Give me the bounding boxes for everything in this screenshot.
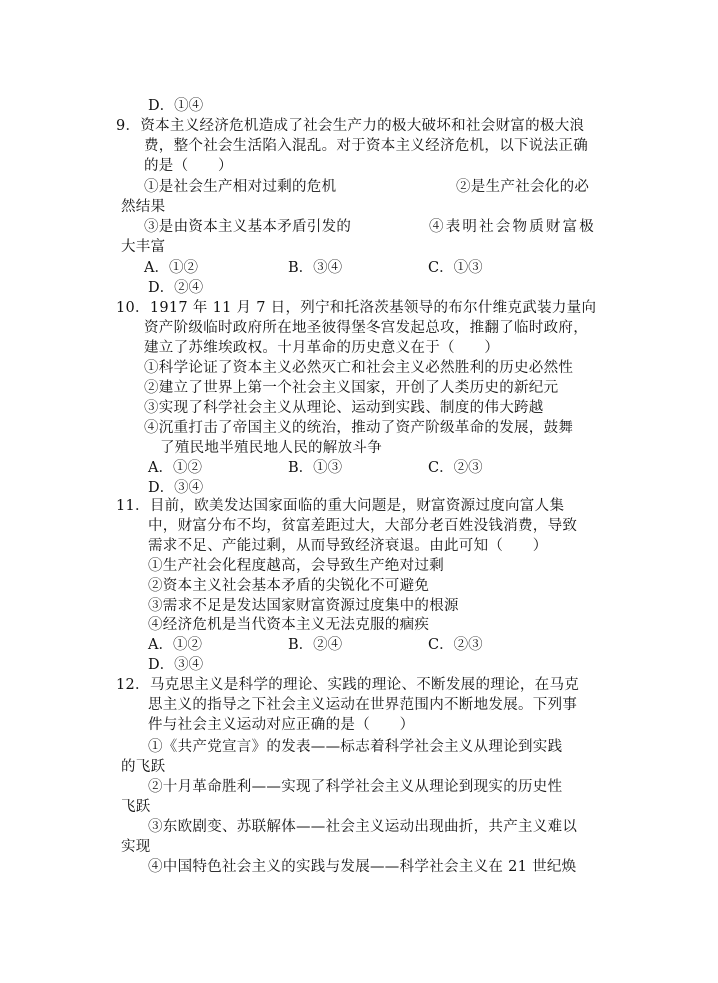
q9-item-4: ④表明社会物质财富极 xyxy=(429,219,596,235)
q10-option-a[interactable]: A．①② xyxy=(148,460,202,476)
q12-item-3-cont: 实现 xyxy=(121,839,151,855)
q10-stem-line3: 建立了苏维埃政权。十月革命的历史意义在于（ ） xyxy=(144,340,500,356)
q10-item-2: ②建立了世界上第一个社会主义国家，开创了人类历史的新纪元 xyxy=(144,380,559,396)
q12-item-1-cont: 的飞跃 xyxy=(121,759,166,775)
q9-item-3: ③是由资本主义基本矛盾引发的 xyxy=(144,219,352,235)
q9-stem-line2: 费，整个社会生活陷入混乱。对于资本主义经济危机，以下说法正确 xyxy=(144,138,588,154)
q10-stem-line2: 资产阶级临时政府所在地圣彼得堡冬宫发起总攻，推翻了临时政府， xyxy=(144,320,588,336)
q11-stem-line1: 11．目前，欧美发达国家面临的重大问题是，财富资源过度向富人集 xyxy=(116,498,565,514)
q10-option-d[interactable]: D．③④ xyxy=(148,480,204,496)
q9-option-a[interactable]: A．①② xyxy=(144,260,198,276)
q12-stem-line1: 12．马克思主义是科学的理论、实践的理论、不断发展的理论，在马克 xyxy=(116,677,580,693)
q10-stem-line1: 10．1917 年 11 月 7 日，列宁和托洛茨基领导的布尔什维克武装力量向 xyxy=(116,300,597,316)
q12-item-2: ②十月革命胜利——实现了科学社会主义从理论到现实的历史性 xyxy=(148,779,563,795)
q9-option-b[interactable]: B．③④ xyxy=(288,260,343,276)
q9-item-2: ②是生产社会化的必 xyxy=(456,179,590,195)
q11-item-2: ②资本主义社会基本矛盾的尖锐化不可避免 xyxy=(148,578,430,594)
q11-item-1: ①生产社会化程度越高，会导致生产绝对过剩 xyxy=(148,558,444,574)
q11-option-b[interactable]: B．②④ xyxy=(288,637,343,653)
q9-option-c[interactable]: C．①③ xyxy=(428,260,483,276)
q10-item-1: ①科学论证了资本主义必然灭亡和社会主义必然胜利的历史必然性 xyxy=(144,360,574,376)
q12-item-4: ④中国特色社会主义的实践与发展——科学社会主义在 21 世纪焕 xyxy=(148,859,577,875)
q11-option-a[interactable]: A．①② xyxy=(148,637,202,653)
q11-option-c[interactable]: C．②③ xyxy=(428,637,483,653)
q9-stem-line3: 的是（ ） xyxy=(144,158,233,174)
q12-item-3: ③东欧剧变、苏联解体——社会主义运动出现曲折，共产主义难以 xyxy=(148,819,578,835)
q9-item-1: ①是社会生产相对过剩的危机 xyxy=(144,179,337,195)
q12-stem-line3: 件与社会主义运动对应正确的是（ ） xyxy=(148,717,415,733)
q8-option-d[interactable]: D．①④ xyxy=(148,98,204,114)
q11-stem-line3: 需求不足、产能过剩，从而导致经济衰退。由此可知（ ） xyxy=(148,538,548,554)
q11-option-d[interactable]: D．③④ xyxy=(148,657,204,673)
q11-item-4: ④经济危机是当代资本主义无法克服的痼疾 xyxy=(148,617,430,633)
q12-item-2-cont: 飞跃 xyxy=(121,799,151,815)
q12-item-1: ①《共产党宣言》的发表——标志着科学社会主义从理论到实践 xyxy=(148,739,563,755)
q11-stem-line2: 中，财富分布不均，贫富差距过大，大部分老百姓没钱消费，导致 xyxy=(148,518,578,534)
q9-item-2-cont: 然结果 xyxy=(121,199,166,215)
q10-item-4: ④沉重打击了帝国主义的统治，推动了资产阶级革命的发展，鼓舞 xyxy=(144,420,574,436)
q11-item-3: ③需求不足是发达国家财富资源过度集中的根源 xyxy=(148,598,459,614)
q9-item-4-cont: 大丰富 xyxy=(121,239,166,255)
q10-option-c[interactable]: C．②③ xyxy=(428,460,483,476)
q9-option-d[interactable]: D．②④ xyxy=(148,280,204,296)
q10-option-b[interactable]: B．①③ xyxy=(288,460,343,476)
q12-stem-line2: 思主义的指导之下社会主义运动在世界范围内不断地发展。下列事 xyxy=(148,697,578,713)
q10-item-3: ③实现了科学社会主义从理论、运动到实践、制度的伟大跨越 xyxy=(144,400,544,416)
q9-stem-line1: 9．资本主义经济危机造成了社会生产力的极大破坏和社会财富的极大浪 xyxy=(116,118,585,134)
q10-item-4-cont: 了殖民地半殖民地人民的解放斗争 xyxy=(160,440,382,456)
